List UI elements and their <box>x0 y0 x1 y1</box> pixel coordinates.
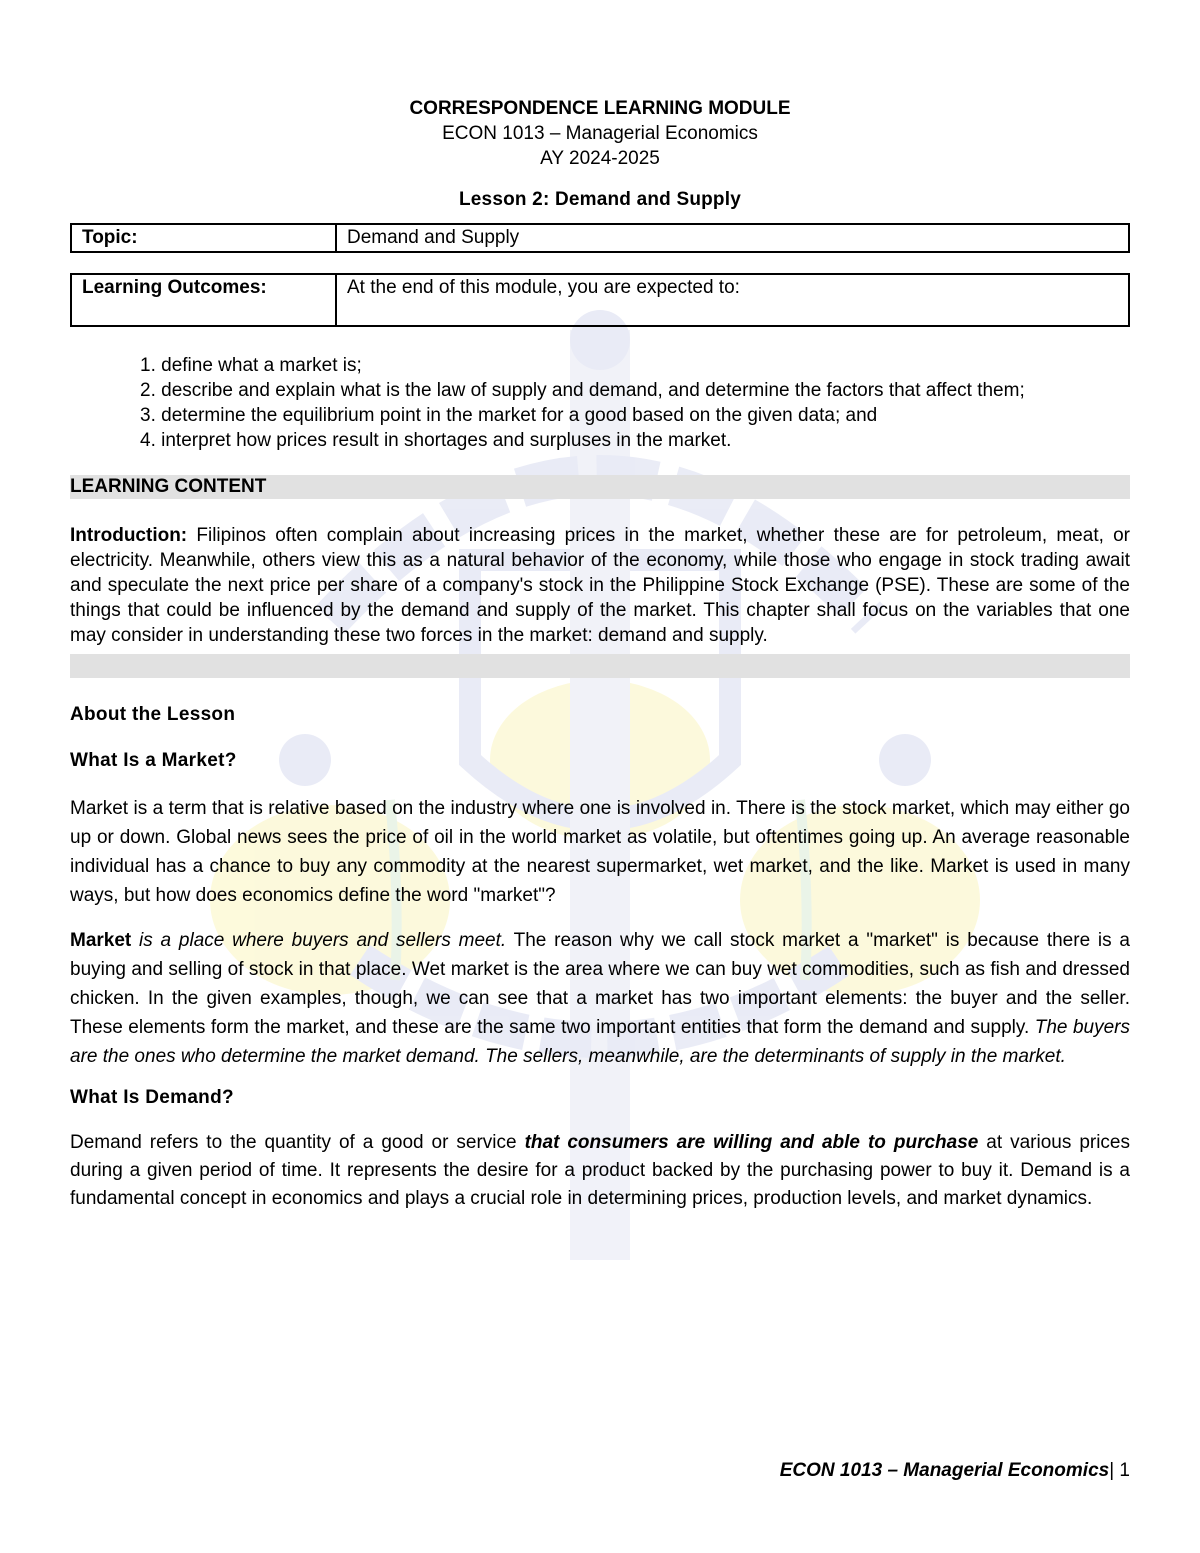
list-item: 3. determine the equilibrium point in the market for a good based on the given data; and <box>140 405 878 426</box>
market-term: Market <box>70 930 132 951</box>
market-paragraph-2 <box>70 926 1130 1071</box>
learning-outcomes-value: At the end of this module, you are expected to: <box>336 274 1129 326</box>
outcomes-list <box>70 353 1130 453</box>
learning-content-heading: LEARNING CONTENT <box>70 475 1130 499</box>
learning-outcomes-table <box>70 273 1130 327</box>
demand-paragraph <box>70 1129 1130 1213</box>
list-item: 4. interpret how prices result in shortages and surpluses in the market. <box>140 430 732 451</box>
market-definition: is a place where buyers and sellers meet. <box>131 930 507 951</box>
market-body: The reason why we call stock market a "market" is because there is a buying and selling of stock in that place. Wet market is the area where we can buy wet commodities, such as fish and dressed chicken. In the given examples, though, we can see that a market has two important elements: the buyer and the seller. These elements form the market, and these are the same two important entities that form the demand and supply. <box>70 930 1131 1038</box>
document-header <box>70 96 1130 171</box>
demand-text-end: at various prices during a given period of time. It represents the desire for a product backed by the purchasing power to buy it. Demand is a fundamental concept in economics and plays a crucial role in determining prices, production levels, and market dynamics. <box>70 1132 1131 1209</box>
list-item: 2. describe and explain what is the law of supply and demand, and determine the factors that affect them; <box>140 380 1025 401</box>
topic-value: Demand and Supply <box>336 224 1129 252</box>
learning-outcomes-label: Learning Outcomes: <box>71 274 336 326</box>
page-content <box>70 96 1130 1213</box>
footer-course: ECON 1013 – Managerial Economics <box>779 1460 1110 1481</box>
academic-year: AY 2024-2025 <box>540 148 660 169</box>
introduction-label: Introduction: <box>70 525 188 546</box>
what-is-demand-heading: What Is Demand? <box>70 1087 234 1108</box>
page-footer <box>780 1460 1130 1482</box>
demand-text-start: Demand refers to the quantity of a good or service <box>70 1132 525 1153</box>
introduction-text: Filipinos often complain about increasing prices in the market, whether these are for petroleum, meat, or electricity. Meanwhile, others view this as a natural behavior of the economy, while those who engage in stock trading await and speculate the next price per share of a company's stock in the Philippine Stock Exchange (PSE). These are some of the things that could be influenced by the demand and supply of the market. This chapter shall focus on the variables that one may consider in understanding these two forces in the market: demand and supply. <box>70 525 1130 646</box>
module-title: CORRESPONDENCE LEARNING MODULE <box>409 98 791 119</box>
market-italic-note: The buyers are the ones who determine the market demand. The sellers, meanwhile, are the determinants of supply in the market. <box>70 1017 1131 1067</box>
topic-table <box>70 223 1130 253</box>
market-paragraph-1: Market is a term that is relative based on the industry where one is involved in. There is the stock market, which may either go up or down. Global news sees the price of oil in the world market as volatile, but oftentimes going up. An average reasonable individual has a chance to buy any commodity at the nearest supermarket, wet market, and the like. Market is used in many ways, but how does economics define the word "market"? <box>70 798 1130 906</box>
course-title: ECON 1013 – Managerial Economics <box>442 123 758 144</box>
shaded-divider <box>70 654 1130 678</box>
topic-label: Topic: <box>71 224 336 252</box>
page-number: 1 <box>1119 1460 1130 1481</box>
demand-emphasis: that consumers are willing and able to purchase <box>524 1132 979 1153</box>
list-item: 1. define what a market is; <box>140 355 362 376</box>
introduction-paragraph <box>70 523 1130 648</box>
lesson-title: Lesson 2: Demand and Supply <box>458 189 741 210</box>
footer-separator: | <box>1109 1460 1120 1481</box>
about-lesson-heading: About the Lesson <box>70 704 236 725</box>
what-is-market-heading: What Is a Market? <box>70 750 237 771</box>
